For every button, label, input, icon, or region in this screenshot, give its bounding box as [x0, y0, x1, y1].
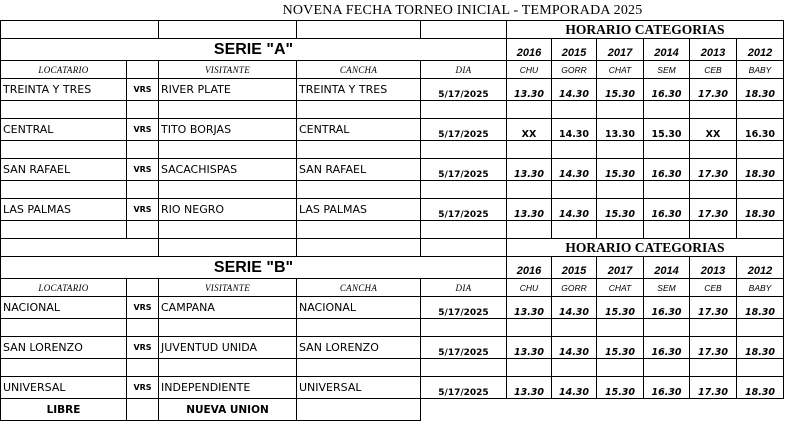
kickoff-time: 14.30: [552, 377, 597, 399]
local-team: TREINTA Y TRES: [1, 79, 127, 101]
vrs-header-blank: [127, 61, 159, 79]
category-baby: BABY: [737, 279, 784, 297]
spacer-cell: [507, 181, 552, 199]
spacer-cell: [1, 319, 127, 337]
cancha-field: CENTRAL: [297, 119, 421, 141]
year-2017: 2017: [597, 39, 644, 61]
kickoff-time: 16.30: [644, 297, 690, 319]
blank-cell: [690, 399, 737, 421]
kickoff-time: 14.30: [552, 199, 597, 221]
kickoff-time: 18.30: [737, 297, 784, 319]
spacer-cell: [1, 359, 127, 377]
year-2016: 2016: [507, 257, 552, 279]
dia-header: DIA: [421, 61, 507, 79]
horario-row: [1, 21, 784, 39]
blank-cell: [159, 21, 297, 39]
kickoff-time: 15.30: [597, 199, 644, 221]
spacer-cell: [552, 181, 597, 199]
spacer-cell: [159, 181, 297, 199]
spacer-cell: [644, 181, 690, 199]
year-2012: 2012: [737, 39, 784, 61]
year-2015: 2015: [552, 257, 597, 279]
kickoff-time: 17.30: [690, 297, 737, 319]
category-ceb: CEB: [690, 279, 737, 297]
spacer-cell: [1, 181, 127, 199]
spacer-cell: [127, 359, 159, 377]
vrs-label: VRS: [127, 79, 159, 101]
year-2013: 2013: [690, 257, 737, 279]
kickoff-time: 17.30: [690, 199, 737, 221]
spacer-cell: [1, 141, 127, 159]
spacer-cell: [421, 359, 507, 377]
spacer-cell: [507, 319, 552, 337]
spacer-cell: [690, 101, 737, 119]
blank-cell: [1, 239, 127, 257]
kickoff-time: XX: [507, 119, 552, 141]
kickoff-time: 17.30: [690, 79, 737, 101]
spacer-cell: [297, 319, 421, 337]
blank-cell: [297, 21, 421, 39]
spacer-cell: [421, 141, 507, 159]
kickoff-time: 14.30: [552, 337, 597, 359]
serie-label: SERIE "A": [1, 39, 507, 61]
kickoff-time: 13.30: [507, 337, 552, 359]
spacer-cell: [597, 221, 644, 239]
spacer-cell: [644, 141, 690, 159]
visitor-team: INDEPENDIENTE: [159, 377, 297, 399]
kickoff-time: 15.30: [597, 159, 644, 181]
vrs-label: VRS: [127, 377, 159, 399]
local-team: NACIONAL: [1, 297, 127, 319]
match-date: 5/17/2025: [421, 377, 507, 399]
category-chat: CHAT: [597, 279, 644, 297]
horario-categorias-label: HORARIO CATEGORIAS: [507, 21, 784, 39]
visitor-team: RIO NEGRO: [159, 199, 297, 221]
blank-cell: [1, 21, 127, 39]
year-2015: 2015: [552, 39, 597, 61]
spacer-cell: [421, 319, 507, 337]
visitante-header: VISITANTE: [159, 279, 297, 297]
blank-cell: [552, 399, 597, 421]
kickoff-time: 17.30: [690, 377, 737, 399]
match-row: [1, 159, 784, 181]
match-row: [1, 337, 784, 359]
spacer-cell: [159, 359, 297, 377]
vrs-label: VRS: [127, 199, 159, 221]
category-chat: CHAT: [597, 61, 644, 79]
spacer-cell: [597, 101, 644, 119]
visitor-team: CAMPANA: [159, 297, 297, 319]
kickoff-time: 13.30: [507, 377, 552, 399]
year-2012: 2012: [737, 257, 784, 279]
category-sem: SEM: [644, 279, 690, 297]
visitor-team: SACACHISPAS: [159, 159, 297, 181]
spacer-cell: [552, 101, 597, 119]
kickoff-time: 15.30: [597, 337, 644, 359]
spacer-cell: [127, 101, 159, 119]
kickoff-time: 15.30: [597, 297, 644, 319]
kickoff-time: 13.30: [507, 297, 552, 319]
match-row: [1, 79, 784, 101]
cancha-field: TREINTA Y TRES: [297, 79, 421, 101]
spacer-row: [1, 359, 784, 377]
fixture-table: [0, 20, 784, 421]
spacer-cell: [690, 141, 737, 159]
blank-cell: [597, 399, 644, 421]
category-chu: CHU: [507, 61, 552, 79]
spacer-cell: [507, 359, 552, 377]
spacer-cell: [737, 101, 784, 119]
spacer-cell: [597, 319, 644, 337]
spacer-cell: [690, 221, 737, 239]
spacer-cell: [644, 359, 690, 377]
spacer-row: [1, 319, 784, 337]
kickoff-time: 14.30: [552, 297, 597, 319]
match-row: [1, 297, 784, 319]
category-baby: BABY: [737, 61, 784, 79]
blank-cell: [421, 399, 507, 421]
spacer-cell: [690, 319, 737, 337]
blank-cell: [644, 399, 690, 421]
kickoff-time: 16.30: [737, 119, 784, 141]
category-sem: SEM: [644, 61, 690, 79]
kickoff-time: 13.30: [507, 199, 552, 221]
serie-row: [1, 39, 784, 61]
blank-cell: [507, 399, 552, 421]
cancha-field: NACIONAL: [297, 297, 421, 319]
match-date: 5/17/2025: [421, 337, 507, 359]
blank-cell: [421, 21, 507, 39]
visitor-team: JUVENTUD UNIDA: [159, 337, 297, 359]
libre-row: [1, 399, 784, 421]
local-team: CENTRAL: [1, 119, 127, 141]
kickoff-time: 14.30: [552, 119, 597, 141]
kickoff-time: 16.30: [644, 377, 690, 399]
cancha-field: LAS PALMAS: [297, 199, 421, 221]
category-ceb: CEB: [690, 61, 737, 79]
libre-label: LIBRE: [1, 399, 127, 421]
vrs-header-blank: [127, 279, 159, 297]
local-team: SAN LORENZO: [1, 337, 127, 359]
blank-cell: [297, 239, 421, 257]
category-chu: CHU: [507, 279, 552, 297]
spacer-cell: [737, 181, 784, 199]
page-title: NOVENA FECHA TORNEO INICIAL - TEMPORADA 2025: [282, 3, 643, 18]
spacer-cell: [127, 141, 159, 159]
vrs-label: VRS: [127, 337, 159, 359]
blank-cell: [421, 239, 507, 257]
spacer-cell: [597, 141, 644, 159]
kickoff-time: 14.30: [552, 159, 597, 181]
spacer-cell: [297, 221, 421, 239]
spacer-cell: [159, 101, 297, 119]
blank-cell: [127, 399, 159, 421]
match-date: 5/17/2025: [421, 79, 507, 101]
kickoff-time: 15.30: [597, 377, 644, 399]
spacer-cell: [297, 101, 421, 119]
kickoff-time: 16.30: [644, 199, 690, 221]
locatario-header: LOCATARIO: [1, 279, 127, 297]
spacer-cell: [690, 359, 737, 377]
spacer-cell: [597, 359, 644, 377]
spacer-cell: [644, 221, 690, 239]
horario-row: [1, 239, 784, 257]
spacer-row: [1, 221, 784, 239]
spacer-cell: [297, 181, 421, 199]
year-2017: 2017: [597, 257, 644, 279]
kickoff-time: 17.30: [690, 337, 737, 359]
spacer-row: [1, 101, 784, 119]
spacer-cell: [507, 221, 552, 239]
visitor-team: RIVER PLATE: [159, 79, 297, 101]
column-header-row: [1, 279, 784, 297]
match-date: 5/17/2025: [421, 159, 507, 181]
spacer-cell: [737, 359, 784, 377]
cancha-field: SAN RAFAEL: [297, 159, 421, 181]
match-row: [1, 119, 784, 141]
column-header-row: [1, 61, 784, 79]
local-team: SAN RAFAEL: [1, 159, 127, 181]
visitor-team: TITO BORJAS: [159, 119, 297, 141]
kickoff-time: 14.30: [552, 79, 597, 101]
vrs-label: VRS: [127, 159, 159, 181]
match-row: [1, 199, 784, 221]
spacer-cell: [552, 319, 597, 337]
spacer-cell: [737, 221, 784, 239]
cancha-field: UNIVERSAL: [297, 377, 421, 399]
vrs-label: VRS: [127, 297, 159, 319]
visitante-header: VISITANTE: [159, 61, 297, 79]
blank-cell: [159, 239, 297, 257]
spacer-cell: [737, 141, 784, 159]
kickoff-time: 16.30: [644, 159, 690, 181]
spacer-cell: [159, 221, 297, 239]
spacer-cell: [1, 221, 127, 239]
local-team: LAS PALMAS: [1, 199, 127, 221]
kickoff-time: 15.30: [644, 119, 690, 141]
match-date: 5/17/2025: [421, 297, 507, 319]
year-2013: 2013: [690, 39, 737, 61]
dia-header: DIA: [421, 279, 507, 297]
kickoff-time: 16.30: [644, 79, 690, 101]
libre-team: NUEVA UNION: [159, 399, 297, 421]
spacer-cell: [421, 221, 507, 239]
spacer-cell: [127, 221, 159, 239]
match-date: 5/17/2025: [421, 199, 507, 221]
local-team: UNIVERSAL: [1, 377, 127, 399]
kickoff-time: XX: [690, 119, 737, 141]
kickoff-time: 13.30: [507, 79, 552, 101]
spacer-row: [1, 181, 784, 199]
spacer-cell: [507, 141, 552, 159]
cancha-header: CANCHA: [297, 279, 421, 297]
spacer-cell: [552, 359, 597, 377]
kickoff-time: 18.30: [737, 79, 784, 101]
category-gorr: GORR: [552, 279, 597, 297]
serie-row: [1, 257, 784, 279]
spacer-cell: [421, 181, 507, 199]
year-2014: 2014: [644, 39, 690, 61]
match-row: [1, 377, 784, 399]
cancha-field: SAN LORENZO: [297, 337, 421, 359]
spacer-row: [1, 141, 784, 159]
blank-cell: [127, 21, 159, 39]
horario-categorias-label: HORARIO CATEGORIAS: [507, 239, 784, 257]
kickoff-time: 18.30: [737, 199, 784, 221]
match-date: 5/17/2025: [421, 119, 507, 141]
kickoff-time: 18.30: [737, 337, 784, 359]
kickoff-time: 17.30: [690, 159, 737, 181]
spacer-cell: [1, 101, 127, 119]
spacer-cell: [552, 141, 597, 159]
kickoff-time: 13.30: [507, 159, 552, 181]
spacer-cell: [644, 101, 690, 119]
spacer-cell: [297, 141, 421, 159]
spacer-cell: [127, 181, 159, 199]
vrs-label: VRS: [127, 119, 159, 141]
kickoff-time: 15.30: [597, 79, 644, 101]
year-2016: 2016: [507, 39, 552, 61]
kickoff-time: 18.30: [737, 159, 784, 181]
cancha-header: CANCHA: [297, 61, 421, 79]
spacer-cell: [597, 181, 644, 199]
spacer-cell: [159, 141, 297, 159]
spacer-cell: [644, 319, 690, 337]
blank-cell: [297, 399, 421, 421]
kickoff-time: 18.30: [737, 377, 784, 399]
year-2014: 2014: [644, 257, 690, 279]
spacer-cell: [507, 101, 552, 119]
spacer-cell: [297, 359, 421, 377]
spacer-cell: [127, 319, 159, 337]
blank-cell: [737, 399, 784, 421]
spacer-cell: [690, 181, 737, 199]
serie-label: SERIE "B": [1, 257, 507, 279]
fixture-body: [1, 21, 784, 421]
spacer-cell: [421, 101, 507, 119]
category-gorr: GORR: [552, 61, 597, 79]
spacer-cell: [737, 319, 784, 337]
spacer-cell: [159, 319, 297, 337]
blank-cell: [127, 239, 159, 257]
locatario-header: LOCATARIO: [1, 61, 127, 79]
spacer-cell: [552, 221, 597, 239]
kickoff-time: 13.30: [597, 119, 644, 141]
kickoff-time: 16.30: [644, 337, 690, 359]
